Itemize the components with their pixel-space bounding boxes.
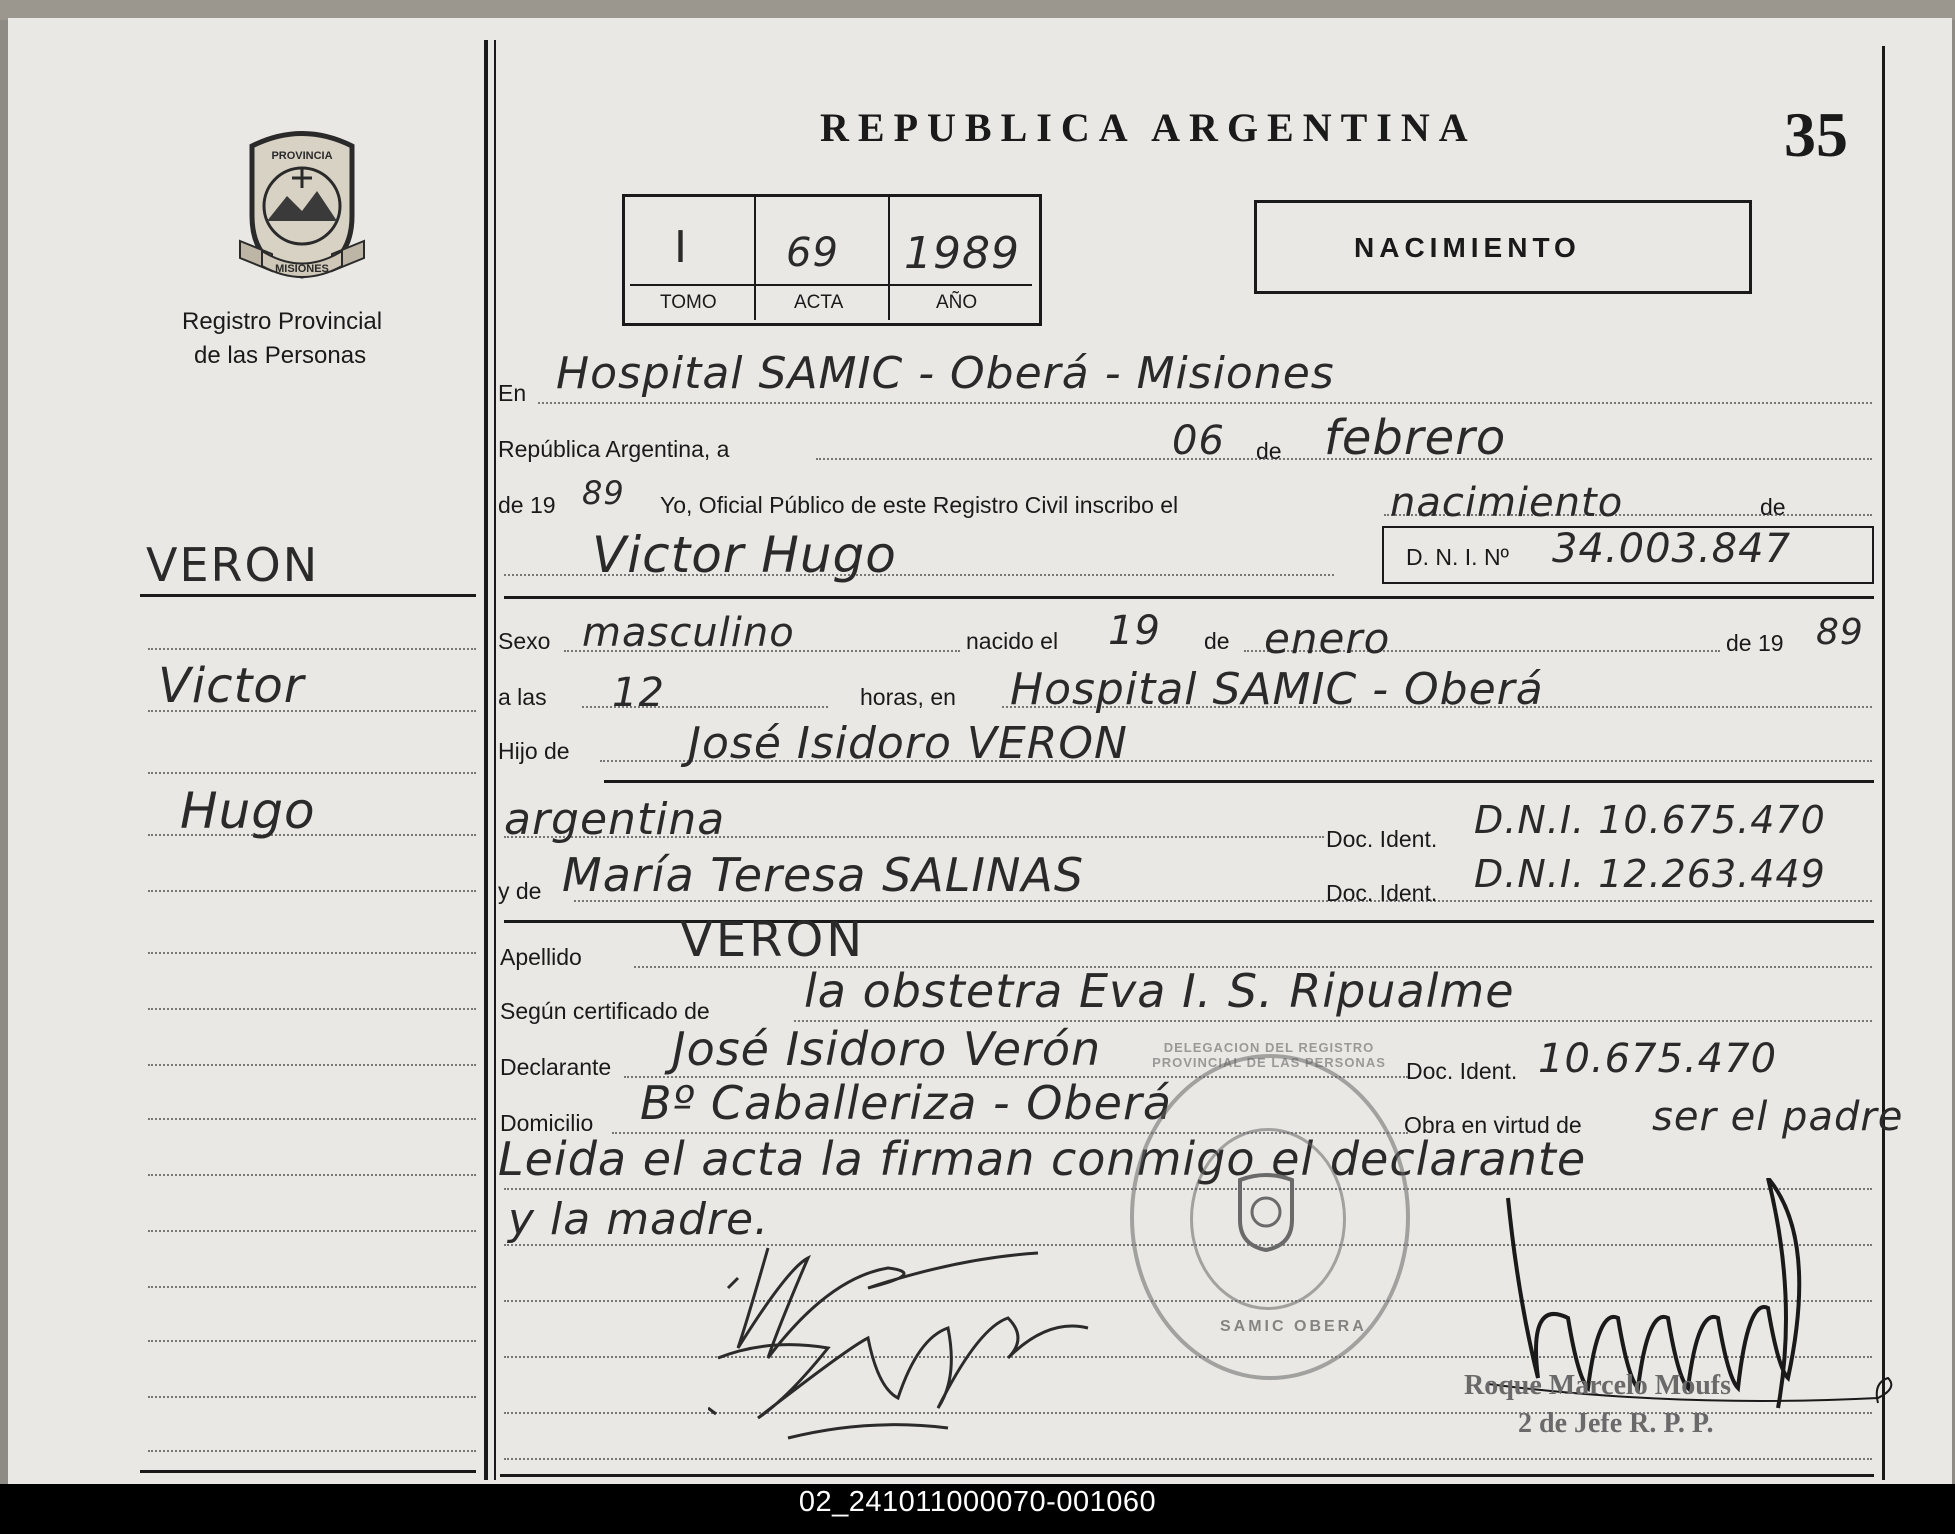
margin-rule (148, 648, 476, 650)
margin-rule (148, 1118, 476, 1120)
margin-rule (148, 772, 476, 774)
margin-name1: Victor (158, 658, 305, 714)
image-identifier: 02_241011000070-001060 (798, 1486, 1157, 1518)
page-number: 35 (1784, 99, 1848, 170)
nacido-day: 19 (1108, 608, 1161, 654)
segun-value: la obstetra Eva I. S. Ripualme (804, 964, 1515, 1018)
year-suffix: 89 (582, 474, 625, 512)
margin-rule (148, 1008, 476, 1010)
margin-rule (148, 890, 476, 892)
apellido-label: Apellido (500, 944, 582, 970)
acta-label: ACTA (794, 292, 844, 313)
obra-value: ser el padre (1652, 1094, 1904, 1140)
top-edge (0, 0, 1955, 20)
madre-value: María Teresa SALINAS (562, 848, 1085, 902)
leida-line1: Leida el acta la firman conmigo el declarante (498, 1132, 1587, 1186)
apellido-value: VERON (680, 912, 866, 968)
official-title: 2 de Jefe R. P. P. (1518, 1408, 1714, 1439)
nacido-year-prefix: de 19 (1726, 630, 1784, 656)
nacido-de-label: de (1204, 628, 1230, 654)
margin-surname: VERON (146, 538, 320, 592)
declarante-label: Declarante (500, 1054, 612, 1080)
declarante-doc-label: Doc. Ident. (1406, 1058, 1518, 1084)
padre-nacionalidad: argentina (504, 794, 726, 845)
nacido-month: enero (1264, 614, 1391, 663)
segun-label: Según certificado de (500, 998, 710, 1024)
leida-line2: y la madre. (508, 1194, 770, 1245)
declarante-signature (708, 1228, 1168, 1448)
month-de-label: de (1256, 438, 1282, 464)
nacido-year-suffix: 89 (1816, 612, 1864, 653)
left-column-divider (484, 40, 488, 1480)
margin-rule (148, 1064, 476, 1066)
hora-value: 12 (612, 670, 665, 716)
page-title: REPUBLICA ARGENTINA (820, 105, 1477, 150)
madre-doc-label: Doc. Ident. (1326, 880, 1438, 906)
tomo-label: TOMO (660, 292, 717, 313)
acta-value: 69 (786, 230, 839, 276)
margin-bottom-rule (140, 1470, 476, 1473)
official-name: Roque Marcelo Moufs (1464, 1370, 1731, 1401)
provincia-misiones-logo (232, 126, 372, 286)
domicilio-value: Bº Caballeriza - Oberá (640, 1076, 1173, 1130)
padre-value: José Isidoro VERON (688, 718, 1128, 769)
madre-doc-value: D.N.I. 12.263.449 (1474, 852, 1826, 896)
registry-name-line2: de las Personas (194, 342, 367, 369)
month-value: febrero (1324, 410, 1507, 466)
en-label: En (498, 380, 527, 406)
padre-section-rule (604, 780, 1874, 783)
yde-label: y de (498, 878, 542, 904)
svg-text:MISIONES: MISIONES (275, 263, 329, 275)
day-value: 06 (1172, 418, 1225, 464)
record-box-divider (888, 197, 890, 320)
obra-label: Obra en virtud de (1404, 1112, 1582, 1138)
sexo-value: masculino (582, 610, 795, 656)
inscribe-value: nacimiento (1390, 480, 1624, 526)
record-box-divider (754, 197, 756, 320)
dni-label: D. N. I. Nº (1406, 544, 1509, 570)
hijo-label: Hijo de (498, 738, 570, 764)
padre-doc-value: D.N.I. 10.675.470 (1474, 798, 1826, 842)
record-box-rule (630, 284, 1032, 286)
svg-text:PROVINCIA: PROVINCIA (271, 150, 333, 162)
margin-name2: Hugo (180, 782, 316, 840)
declarante-doc-value: 10.675.470 (1538, 1036, 1778, 1082)
birth-certificate-page (8, 18, 1952, 1484)
domicilio-label: Domicilio (500, 1110, 594, 1136)
form-bottom-rule (500, 1474, 1874, 1477)
tomo-value: I (674, 222, 688, 273)
nacido-label: nacido el (966, 628, 1059, 654)
anio-value: 1989 (904, 228, 1020, 279)
dni-value: 34.003.847 (1552, 526, 1792, 572)
horas-label: horas, en (860, 684, 956, 710)
form-left-border (494, 40, 496, 1480)
margin-rule (148, 952, 476, 954)
registry-name-line1: Registro Provincial (182, 308, 383, 335)
margin-rule (148, 1174, 476, 1176)
year-prefix: de 19 (498, 492, 556, 518)
nombre-value: Victor Hugo (592, 526, 897, 584)
signature-rule (504, 1458, 1872, 1460)
margin-rule (148, 1396, 476, 1398)
stamp-seal-icon (1230, 1170, 1302, 1254)
stamp-outer-text: DELEGACION DEL REGISTRO PROVINCIAL DE LAS PERSONAS (1152, 1040, 1386, 1070)
anio-label: AÑO (936, 292, 978, 313)
inscribe-de-label: de (1760, 494, 1786, 520)
padre-doc-label: Doc. Ident. (1326, 826, 1438, 852)
sexo-label: Sexo (498, 628, 551, 654)
en-rule (538, 402, 1872, 404)
margin-surname-rule (140, 594, 476, 597)
margin-rule (148, 1230, 476, 1232)
lugar-value: Hospital SAMIC - Oberá (1010, 664, 1544, 715)
oficial-text: Yo, Oficial Público de este Registro Civil inscribo el (660, 492, 1179, 518)
stamp-inner-text: SAMIC OBERA (1220, 1318, 1367, 1335)
margin-rule (148, 1286, 476, 1288)
section-rule (504, 596, 1874, 599)
margin-rule (148, 1340, 476, 1342)
republica-label: República Argentina, a (498, 436, 730, 462)
declarante-value: José Isidoro Verón (672, 1022, 1102, 1076)
margin-rule (148, 1450, 476, 1452)
en-value: Hospital SAMIC - Oberá - Misiones (556, 348, 1335, 399)
doc-type-label: NACIMIENTO (1354, 232, 1581, 263)
alas-label: a las (498, 684, 547, 710)
